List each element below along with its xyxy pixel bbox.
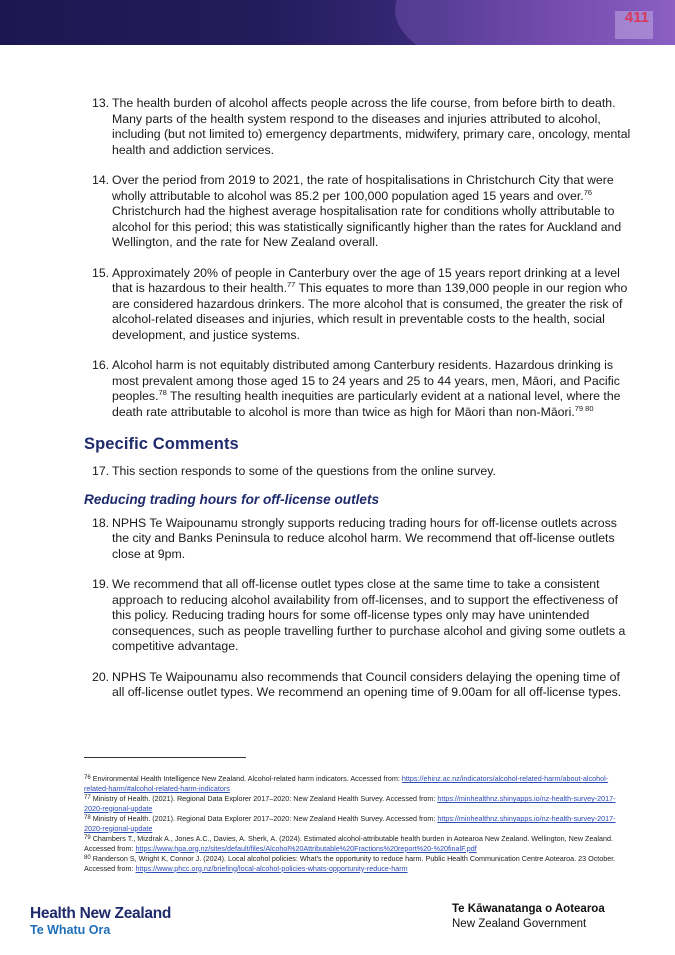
main-content [84,96,632,716]
footnote-text: Randerson S, Wright K, Connor J. (2024). Local alcohol policies: What's the opportunity to reduce harm. Public Health Communication Centre Aotearoa. 23 October. Accessed from: [84,854,616,873]
paragraph-number: 13. [92,96,110,110]
paragraph-text: Approximately 20% of people in Canterbury over the age of 15 years report drinking at a level that is hazardous to their health. [112,265,620,295]
health-nz-logo [30,905,171,938]
section-heading: Specific Comments [84,435,239,453]
footnote-link[interactable]: https://minhealthnz.shinyapps.io/nz-health-survey-2017-2020-regional-update [84,814,616,833]
paragraph-14 [84,173,632,251]
paragraph-text: Alcohol harm is not equitably distributed among Canterbury residents. Hazardous drinking is most prevalent among those aged 15 to 24 years and 25 to 44 years, men, Māori, and Pacific peoples. [112,358,620,403]
footnote-ref[interactable]: 76 [583,187,593,197]
footnote-link[interactable]: https://www.phcc.org.nz/briefing/local-alcohol-policies-whats-opportunity-reduce-harm [135,863,408,873]
footnote-divider [84,757,246,758]
paragraph-number: 19. [92,577,110,591]
govt-line-1: Te Kāwanatanga o Aotearoa [452,903,605,915]
footnote-link[interactable]: https://minhealthnz.shinyapps.io/nz-health-survey-2017-2020-regional-update [84,794,616,813]
paragraph-text: Over the period from 2019 to 2021, the rate of hospitalisations in Christchurch City that were wholly attributable to alcohol was 85.2 per 100,000 population aged 15 years and over. [112,173,614,203]
footnote-link[interactable]: https://ehinz.ac.nz/indicators/alcohol-related-harm/about-alcohol-related-harm/#alcohol-related-harm-indicators [84,774,609,793]
footnote-number: 78 [84,815,91,821]
govt-line-2: New Zealand Government [452,918,587,930]
paragraph-number: 18. [92,515,110,530]
logo-line-1: Health New Zealand [30,905,172,922]
paragraph-20 [84,670,632,701]
paragraph-text: NPHS Te Waipounamu strongly supports reducing trading hours for off-license outlets across the city and Banks Peninsula to reduce alcohol harm. We recommend that off-license outlets close at 9pm. [112,515,617,561]
footnote-number: 79 [84,835,91,841]
footnote-77 [84,794,632,813]
page-number: 411 [615,11,653,39]
paragraph-19 [84,577,632,655]
footnote-76 [84,774,632,793]
paragraph-text: The health burden of alcohol affects people across the life course, from before birth to death. Many parts of the health system respond to the diseases and injuries attributed to alcohol, including (but not limited to) emergency departments, midwifery, primary care, oncology, mental health and addiction services. [112,96,631,157]
paragraph-17 [84,464,632,480]
paragraph-18 [84,516,632,563]
footnote-ref[interactable]: 79 80 [574,403,594,413]
paragraph-text: NPHS Te Waipounamu also recommends that Council considers delaying the opening time of all off-license outlet types. We recommend an opening time of 9.00am for all off-license types. [112,669,622,699]
logo-line-2: Te Whatu Ora [30,923,111,937]
footnote-text: Ministry of Health. (2021). Regional Data Explorer 2017–2020: New Zealand Health Survey. Accessed from: [92,794,438,803]
footnote-number: 80 [84,855,91,861]
paragraph-number: 17. [92,464,110,478]
footnote-ref[interactable]: 77 [287,280,296,289]
footnote-text: Environmental Health Intelligence New Zealand. Alcohol-related harm indicators. Accessed from: [92,774,402,783]
paragraph-number: 16. [92,358,110,372]
paragraph-text: This section responds to some of the questions from the online survey. [112,464,496,478]
top-banner [0,0,675,45]
footnote-link[interactable]: https://www.hpa.org.nz/sites/default/files/Alcohol%20Attributable%20Fractions%20report%20-%20finalF.pdf [135,843,477,853]
footnote-ref[interactable]: 78 [158,388,167,397]
footnote-79 [84,834,632,853]
paragraph-16 [84,358,632,420]
paragraph-number: 20. [92,669,110,684]
footnote-number: 76 [84,775,91,781]
nz-government-logo [452,902,605,932]
footnote-text: Chambers T., Mizdrak A., Jones A.C., Davies, A. Sherk, A. (2024). Estimated alcohol-attributable health burden in Aotearoa New Zealand. Wellington, New Zealand. Accessed from: [84,834,613,853]
paragraph-number: 15. [92,265,110,280]
paragraph-text: We recommend that all off-license outlet types close at the same time to take a consistent approach to reducing alcohol availability from off-licenses, and to support the effectiveness of this policy. Reducing trading hours for some off-license types only may have unintended consequences, such as people travelling further to purchase alcohol and giving some outlets a competitive advantage. [112,577,626,653]
footnote-78 [84,814,632,833]
paragraph-text: Christchurch had the highest average hospitalisation rate for conditions wholly attributable to alcohol for this period; this was statistically significantly higher than the rates for Auckland and Wellington, and the rate for New Zealand overall. [112,204,622,249]
paragraph-number: 14. [92,173,110,187]
footnote-text: Ministry of Health. (2021). Regional Data Explorer 2017–2020: New Zealand Health Survey. Accessed from: [92,814,438,823]
paragraph-text: The resulting health inequities are particularly evident at a national level, where the death rate attributable to alcohol is more than twice as high for Māori than non-Māori. [112,389,621,419]
footnote-number: 77 [84,795,91,801]
paragraph-15 [84,266,632,344]
footnote-80 [84,854,632,873]
footnotes [84,774,632,874]
subsection-heading: Reducing trading hours for off-license outlets [84,491,380,507]
paragraph-text: This equates to more than 139,000 people in our region who are considered hazardous drinkers. The more alcohol that is consumed, the greater the risk of alcohol-related diseases and injuries, which result in preventable costs to the health, social development, and justice systems. [112,281,628,342]
paragraph-13 [84,96,632,158]
